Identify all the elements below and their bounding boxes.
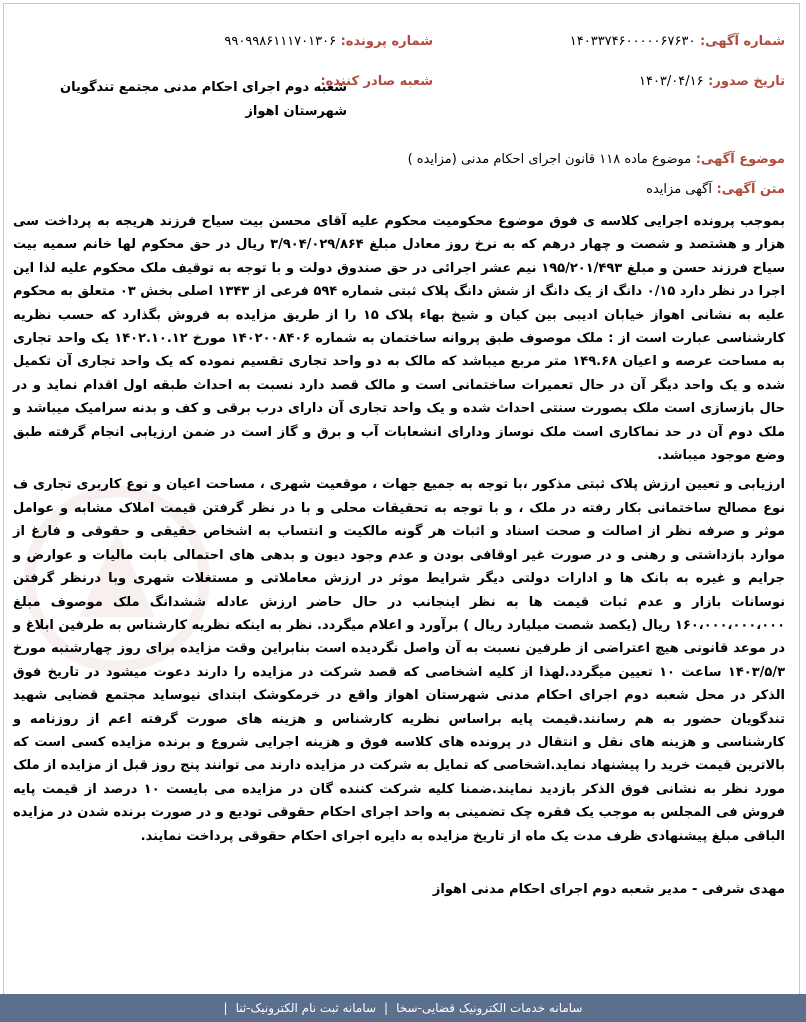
text-head-value: آگهی مزایده <box>646 182 712 197</box>
announcement-body <box>13 210 785 854</box>
subject-value: موضوع ماده ۱۱۸ قانون اجرای احکام مدنی (مزایده ) <box>407 152 692 167</box>
issuer-value: شعبه دوم اجرای احکام مدنی مجتمع تندگویان شهرستان اهواز <box>59 80 347 119</box>
announcement-number-label: شماره آگهی: <box>699 34 785 49</box>
case-number-label: شماره پرونده: <box>340 34 433 49</box>
subject <box>408 152 785 167</box>
announcement-number-value: ۱۴۰۳۳۷۴۶۰۰۰۰۰۶۷۶۳۰ <box>569 34 696 49</box>
issuer-label-text: شعبه صادر کننده: <box>320 74 433 89</box>
footer-link-sakha[interactable]: سامانه خدمات الکترونیک قضایی-سخا <box>396 1001 583 1015</box>
signature: مهدی شرفی - مدیر شعبه دوم اجرای احکام مدنی اهواز <box>432 882 785 897</box>
issue-date-value: ۱۴۰۳/۰۴/۱۶ <box>638 74 704 89</box>
body-paragraph-2: ارزیابی و تعیین ارزش پلاک ثبتی مذکور ،با توجه به جمیع جهات ، موقعیت شهری ، مساحت اعیان و نوع کاربری تجاری ف نوع مصالح ساختمانی بکار رفته در ملک ، و با توجه به تحقیقات محلی و با در نظر گرفتن قیمت املاک مشابه و عوامل موثر و صرفه نظر از اصالت و صحت اسناد و اثبات هر گونه مالکیت و انتساب به اشخاص حقیقی و حقوقی و فارغ از موارد بازداشتی و رهنی و در صورت غیر اوقافی بودن و عدم وجود دیون و بدهی های احتمالی بابت مالیات و عوارض و جرایم و غیره به بانک ها و ادارات دولتی دیگر شرایط موثر در ارزش معاملاتی و مستغلات شهری وبا درنظر گرفتن نوسانات بازار و عدم ثبات قیمت ها به نظر اینجانب در حال حاضر ارزش عادله ششدانگ ملک موصوف مبلغ ۱۶۰،۰۰۰،۰۰۰،۰۰۰ ریال (یکصد شصت میلیارد ریال ) برآورد و اعلام میگردد. نظر به اینکه نظریه کارشناس به طرفین ابلاغ و در موعد قانونی هیچ اعتراضی از طرفین نسبت به آن واصل نگردیده است بنابراین وقت مزایده برای روز چهارشنبه مورخ ۱۴۰۳/۵/۳ ساعت ۱۰ تعیین میگردد.لهذا از کلیه اشخاصی که قصد شرکت در مزایده را دارند دعوت میشود در تاریخ فوق الذکر در محل شعبه دوم اجرای احکام مدنی شهرستان اهواز واقع در خرمکوشک ابتدای نیوساید مجتمع قضایی شهید تندگویان حضور به هم رسانند.قیمت پایه براساس نظریه کارشناس و هزینه های صورت گرفته اعم از روزنامه و کارشناسی و هزینه های نقل و انتقال در پرونده های کلاسه فوق و هزینه اجرایی شروع و برنده مزایده کسی است که بالاترین قیمت خرید را پیشنهاد نماید.اشخاصی که تمایل به شرکت در مزایده دارند می توانند پنج روز قبل از مزایده از ملک مورد نظر به نشانی فوق الذکر بازدید نمایند.ضمنا کلیه شرکت کننده گان در مزایده می بایست ۱۰ درصد از قیمت پایه فروش فی المجلس به موجب یک فقره چک تضمینی به واحد اجرای احکام حقوقی تودیع و در صورت برنده شدن در مزایده الباقی مبلغ پیشنهادی ظرف مدت یک ماه از تاریخ مزایده به دایره اجرای احکام حقوقی پرداخت نمایند. <box>13 477 786 844</box>
announcement-number <box>570 34 785 49</box>
issue-date-label: تاریخ صدور: <box>708 74 785 89</box>
footer-separator: | <box>384 1001 389 1015</box>
issue-date <box>639 74 785 89</box>
text-head-label: متن آگهی: <box>716 182 785 197</box>
text-head <box>646 182 785 197</box>
case-number-value: ۹۹۰۹۹۸۶۱۱۱۷۰۱۳۰۶ <box>224 34 337 49</box>
body-paragraph-1: بموجب پرونده اجرایی کلاسه ی فوق موضوع محکومیت محکوم علیه آقای محسن بیت سیاح فرزند هریجه به پرداخت سی هزار و هشتصد و شصت و چهار درهم که به نرخ روز معادل مبلغ ۳/۹۰۴/۰۲۹/۸۶۴ ریال در حق محکوم لها خانم سمیه بیت سیاح فرزند حسن و مبلغ ۱۹۵/۲۰۱/۴۹۳ نیم عشر اجرائی در حق صندوق دولت و با توجه به توقیف ملک محکوم علیه لذا این اجرا در نظر دارد ۰/۱۵ دانگ از یک دانگ از شش دانگ پلاک ثبتی شماره ۵۹۴ فرعی از ۱۳۴۳ اصلی بخش ۰۳ متعلق به محکوم علیه به نشانی اهواز خیابان ادیبی بین کیان و شیخ بهاء پلاک ۱۵ را از طریق مزایده به فروش بگذارد که حسب نظریه کارشناسی عبارت است از : ملک موصوف طبق پروانه ساختمان به شماره ۱۴۰۲۰۰۸۴۰۶ مورخ ۱۴۰۲.۱۰.۱۲ یک واحد تجاری به مساحت عرصه و اعیان ۱۴۹.۶۸ متر مربع میباشد که مالک به دو واحد تجاری تقسیم نموده که یک واحد تجاری آن تکمیل شده و یک واحد دیگر آن در حال تعمیرات ساختمانی است و مالک قصد دارد نسبت به احداث طبقه اول اقدام نماید و در حال بازسازی است ملک بصورت سنتی احداث شده و یک واحد تجاری آن دارای درب برقی و کف و بدنه سرامیک میباشد و ملک دوم آن در حد نماکاری است ملک نوساز ودارای انشعابات آب و برق و گاز است در ضمن ارزیابی انجام گرفته طبق وضع موجود میباشد. <box>13 214 786 464</box>
footer-link-sana[interactable]: سامانه ثبت نام الکترونیک-ثنا <box>235 1001 377 1015</box>
announcement-frame <box>3 3 800 1015</box>
case-number <box>224 34 433 49</box>
subject-label: موضوع آگهی: <box>695 152 785 167</box>
footer-separator-end: | <box>223 1001 228 1015</box>
footer-bar <box>0 994 806 1022</box>
